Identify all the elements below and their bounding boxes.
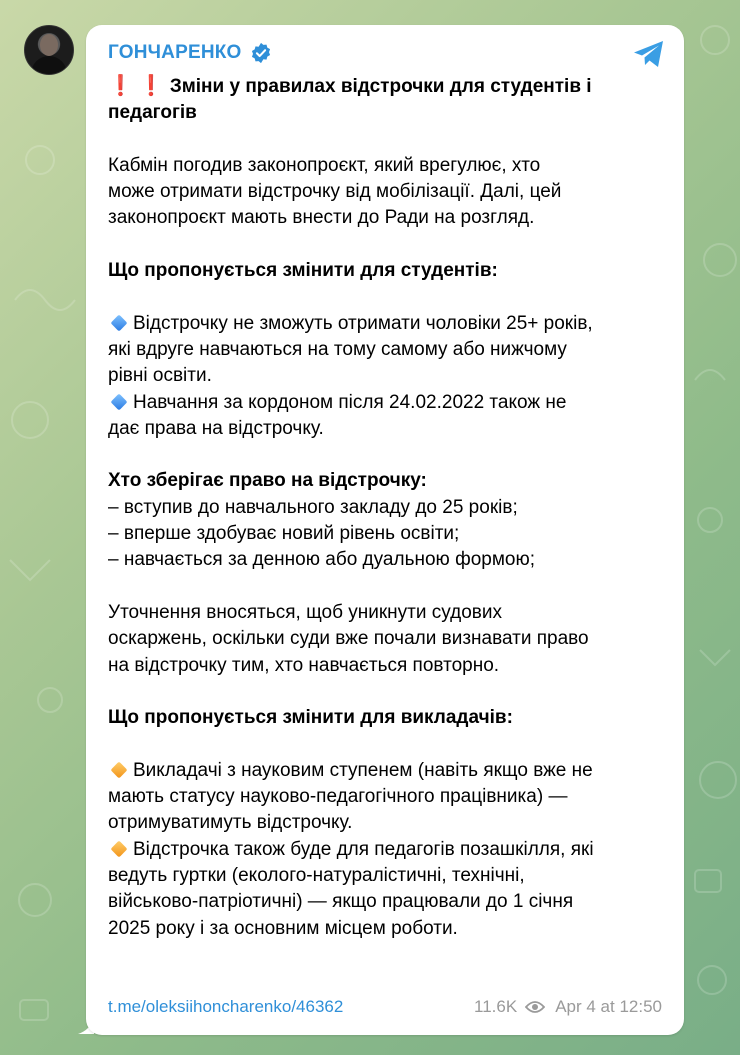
teachers-item-line: військово-патріотичні) — якщо працювали до 1 січня bbox=[108, 891, 574, 913]
teachers-item-line: мають статусу науково-педагогічного працівника) — bbox=[108, 786, 568, 808]
teachers-item-line: 2025 року і за основним місцем роботи. bbox=[108, 917, 458, 939]
students-item: Відстрочку не зможуть отримати чоловіки 25+ років, bbox=[108, 311, 668, 337]
keeps-heading: Хто зберігає право на відстрочку: bbox=[108, 470, 427, 492]
avatar-face bbox=[40, 34, 58, 56]
post-meta bbox=[474, 997, 662, 1017]
post-body bbox=[108, 73, 668, 942]
intro-line: законопроєкт мають внести до Ради на розгляд. bbox=[108, 207, 535, 229]
message-footer bbox=[108, 995, 662, 1019]
channel-name[interactable]: ГОНЧАРЕНКО bbox=[108, 42, 242, 63]
teachers-item: Відстрочка також буде для педагогів позашкілля, які bbox=[108, 837, 668, 863]
students-item-line: рівні освіти. bbox=[108, 365, 212, 387]
intro-line: Кабмін погодив законопроєкт, який врегулює, хто bbox=[108, 154, 541, 176]
avatar[interactable] bbox=[24, 25, 74, 75]
teachers-item-line: ведуть гуртки (еколого-натуралістичні, технічні, bbox=[108, 864, 525, 886]
teachers-item: Викладачі з науковим ступенем (навіть якщо вже не bbox=[108, 758, 668, 784]
eye-icon bbox=[525, 1000, 545, 1014]
clarification-line: на відстрочку тим, хто навчається повторно. bbox=[108, 654, 500, 676]
telegram-icon[interactable] bbox=[632, 39, 666, 69]
orange-diamond-icon bbox=[111, 761, 128, 778]
keeps-item: – вперше здобуває новий рівень освіти; bbox=[108, 523, 460, 545]
orange-diamond-icon bbox=[111, 840, 128, 857]
blue-diamond-icon bbox=[111, 314, 128, 331]
post-title bbox=[108, 73, 668, 127]
message-card bbox=[86, 25, 684, 1035]
teachers-item-line: отримуватимуть відстрочку. bbox=[108, 812, 353, 834]
views-count: 11.6K bbox=[474, 997, 518, 1016]
clarification-line: оскаржень, оскільки суди вже почали визнавати право bbox=[108, 628, 589, 650]
verified-badge-icon bbox=[250, 42, 272, 64]
exclamation-icon: ❗ bbox=[108, 75, 133, 97]
students-item-line: які вдруге навчаються на тому самому або нижчому bbox=[108, 338, 567, 360]
channel-header bbox=[108, 41, 272, 65]
students-item: Навчання за кордоном після 24.02.2022 також не bbox=[108, 390, 668, 416]
clarification-line: Уточнення вносяться, щоб уникнути судових bbox=[108, 601, 502, 623]
students-heading: Що пропонується змінити для студентів: bbox=[108, 260, 498, 282]
students-item-line: дає права на відстрочку. bbox=[108, 417, 324, 439]
keeps-item: – вступив до навчального закладу до 25 років; bbox=[108, 496, 518, 518]
keeps-item: – навчається за денною або дуальною формою; bbox=[108, 549, 535, 571]
avatar-body bbox=[31, 56, 67, 75]
exclamation-icon: ❗ bbox=[138, 75, 164, 97]
teachers-heading: Що пропонується змінити для викладачів: bbox=[108, 707, 513, 729]
blue-diamond-icon bbox=[111, 393, 128, 410]
intro-line: може отримати відстрочку від мобілізації. Далі, цей bbox=[108, 181, 562, 203]
post-date: Apr 4 at 12:50 bbox=[555, 997, 662, 1016]
post-title-text: Зміни у правилах відстрочки для студентів і педагогів bbox=[108, 76, 592, 124]
post-link[interactable]: t.me/oleksiihoncharenko/46362 bbox=[108, 997, 344, 1016]
